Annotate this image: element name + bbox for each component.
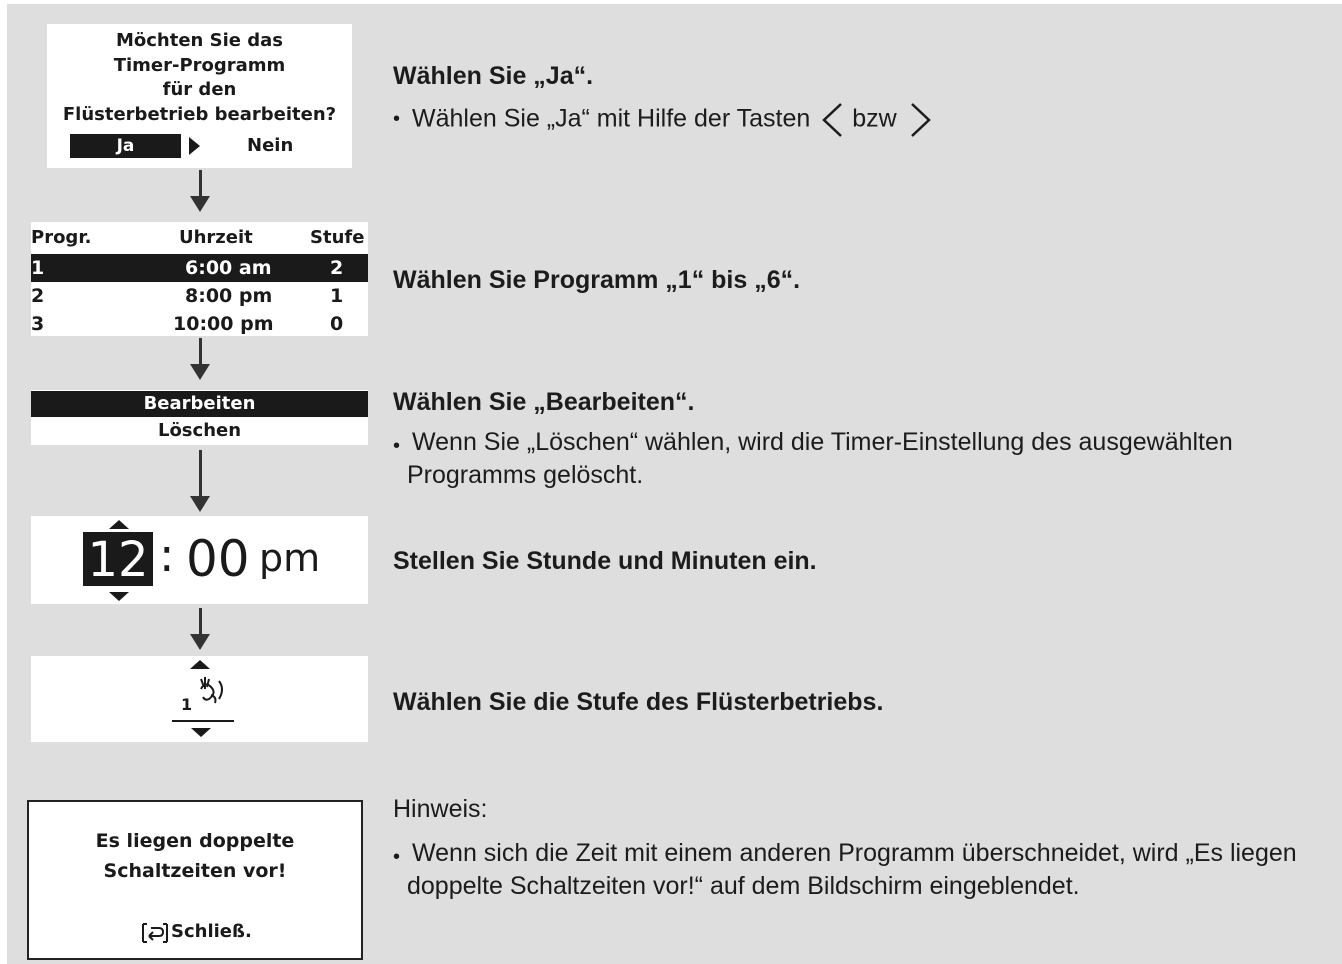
step3-line-1: Wenn Sie „Löschen“ wählen, wird die Timer-Einstellung des ausgewählten	[412, 428, 1233, 456]
header-progr: Progr.	[31, 227, 92, 248]
ampm-value[interactable]: pm	[259, 536, 321, 580]
header-stufe: Stufe	[310, 227, 365, 248]
message-line-2: Schaltzeiten vor!	[103, 860, 287, 882]
up-triangle-icon	[190, 660, 210, 669]
hour-value: 12	[87, 532, 149, 588]
step1-text-a: Wählen Sie „Ja“ mit Hilfe der Tasten	[412, 104, 811, 133]
row-prog: 3	[31, 313, 45, 335]
level-value[interactable]: 1	[181, 695, 193, 714]
row-level: 0	[330, 313, 344, 335]
down-triangle-icon	[109, 592, 129, 601]
question-line-4: Flüsterbetrieb bearbeiten?	[62, 104, 337, 125]
row-time: 10:00 pm	[173, 313, 274, 335]
row-level: 2	[330, 257, 344, 279]
row-prog: 2	[31, 285, 45, 307]
question-line-2: Timer-Programm	[113, 55, 286, 76]
question-line-1: Möchten Sie das	[115, 30, 283, 51]
step5-heading: Wählen Sie die Stufe des Flüsterbetriebs.	[393, 688, 884, 716]
level-setting-screen	[31, 656, 368, 742]
instruction-page	[7, 4, 1342, 964]
message-line-1: Es liegen doppelte	[95, 830, 295, 852]
hour-field[interactable]	[83, 532, 153, 586]
header-uhrzeit: Uhrzeit	[179, 227, 253, 248]
delete-option[interactable]: Löschen	[157, 420, 242, 441]
chevron-left-icon	[819, 101, 845, 139]
edit-menu-screen	[31, 390, 368, 445]
program-list-screen	[31, 222, 368, 336]
row-prog: 1	[31, 257, 45, 279]
step3-line-2: Programms gelöscht.	[407, 461, 644, 489]
program-row[interactable]	[31, 282, 368, 310]
minutes-value[interactable]: 00	[186, 530, 250, 588]
bullet-icon: •	[393, 846, 401, 868]
note-line-2: doppelte Schaltzeiten vor!“ auf dem Bildschirm eingeblendet.	[407, 872, 1080, 900]
note-line-1: Wenn sich die Zeit mit einem anderen Programm überschneidet, wird „Es liegen	[412, 839, 1297, 867]
no-option[interactable]: Nein	[247, 135, 294, 156]
bullet-icon: •	[393, 108, 401, 130]
down-triangle-icon	[191, 728, 211, 737]
level-underline	[172, 720, 234, 722]
conflict-message-screen	[27, 800, 363, 960]
note-heading: Hinweis:	[393, 795, 488, 823]
row-time: 8:00 pm	[185, 285, 273, 307]
step3-heading: Wählen Sie „Bearbeiten“.	[393, 388, 695, 416]
row-time: 6:00 am	[185, 257, 272, 279]
step1-text	[412, 101, 934, 139]
time-setting-screen	[31, 516, 368, 604]
return-icon	[141, 922, 169, 944]
triangle-right-icon	[189, 137, 200, 155]
step4-heading: Stellen Sie Stunde und Minuten ein.	[393, 547, 817, 575]
program-row[interactable]	[31, 310, 368, 338]
program-row-selected[interactable]	[31, 254, 368, 282]
arrow-down-icon	[188, 338, 212, 380]
arrow-down-icon	[188, 450, 212, 512]
yes-option[interactable]	[70, 134, 181, 158]
edit-option[interactable]	[31, 391, 368, 417]
step1-heading: Wählen Sie „Ja“.	[393, 62, 594, 90]
fan-icon	[189, 673, 231, 711]
edit-label: Bearbeiten	[143, 393, 256, 414]
chevron-right-icon	[908, 101, 934, 139]
up-triangle-icon	[109, 520, 129, 529]
row-level: 1	[330, 285, 344, 307]
step1-text-b: bzw	[852, 104, 897, 133]
arrow-down-icon	[188, 170, 212, 212]
arrow-down-icon	[188, 608, 212, 650]
question-line-3: für den	[162, 79, 237, 100]
close-label: Schließ.	[171, 921, 252, 942]
step2-heading: Wählen Sie Programm „1“ bis „6“.	[393, 266, 801, 294]
yes-label: Ja	[116, 136, 135, 156]
confirm-edit-screen	[47, 24, 352, 168]
time-separator: :	[159, 528, 175, 582]
bullet-icon: •	[393, 435, 401, 457]
